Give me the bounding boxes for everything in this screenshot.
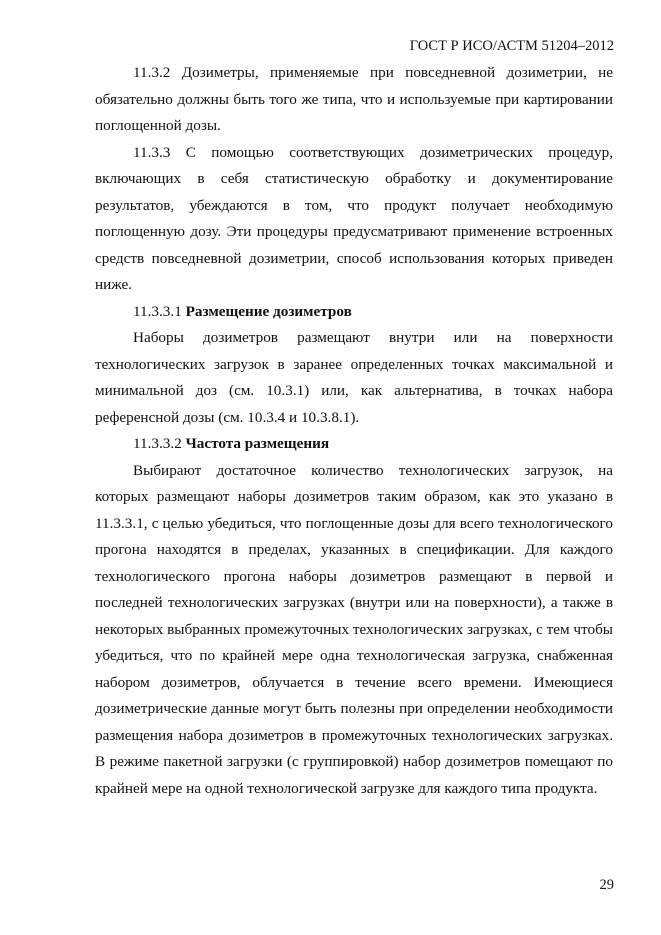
document-header: ГОСТ Р ИСО/АСТМ 51204–2012 xyxy=(409,38,614,54)
section-number: 11.3.3.1 xyxy=(133,302,182,320)
paragraph-11-3-2: 11.3.2 Дозиметры, применяемые при повседневной дозиметрии, не обязательно должны быть того же типа, что и используемые при картировании поглощенной дозы. xyxy=(95,64,613,134)
paragraph-placement-frequency: Выбирают достаточное количество технологических загрузок, на которых размещают наборы дозиметров таким образом, как это указано в 11.3.3.1, с целью убедиться, что поглощенные дозы для всего технологического прогона находятся в пределах, указанных в спецификации. Для каждого технологического прогона наборы дозиметров размещают в первой и последней технологических загрузках (внутри или на поверхности), а также в некоторых выбранных промежуточных технологических загрузках, с тем чтобы убедиться, что по крайней мере одна технологическая загрузка, снабженная набором дозиметров, облучается в течение всего времени. Имеющиеся дозиметрические данные могут быть полезны при определении необходимости размещения набора дозиметров в промежуточных технологических загрузках. В режиме пакетной загрузки (с группировкой) набор дозиметров помещают по крайней мере на одной технологической загрузке для каждого типа продукта. xyxy=(95,461,614,797)
section-heading-11-3-3-2 xyxy=(95,431,613,458)
section-number: 11.3.3.2 xyxy=(133,435,182,452)
paragraph-11-3-3: 11.3.3 С помощью соответствующих дозиметрических процедур, включающих в себя статистическую обработку и документирование результатов, убеждаются в том, что продукт получает необходимую поглощенную дозу. Эти процедуры предусматривают применение встроенных средств повседневной дозиметрии, способ использования которых приведен ниже. xyxy=(95,143,613,293)
document-body xyxy=(95,60,613,802)
section-title: Размещение дозиметров xyxy=(185,302,352,320)
paragraph-dosimeter-placement: Наборы дозиметров размещают внутри или на поверхности технологических загрузок в заранее определенных точках максимальной и минимальной доз (см. 10.3.1) или, как альтернатива, в точках набора референсной дозы (см. 10.3.4 и 10.3.8.1). xyxy=(95,329,613,426)
section-heading-11-3-3-1 xyxy=(95,299,613,326)
page-number: 29 xyxy=(599,877,614,893)
section-title: Частота размещения xyxy=(185,435,330,452)
